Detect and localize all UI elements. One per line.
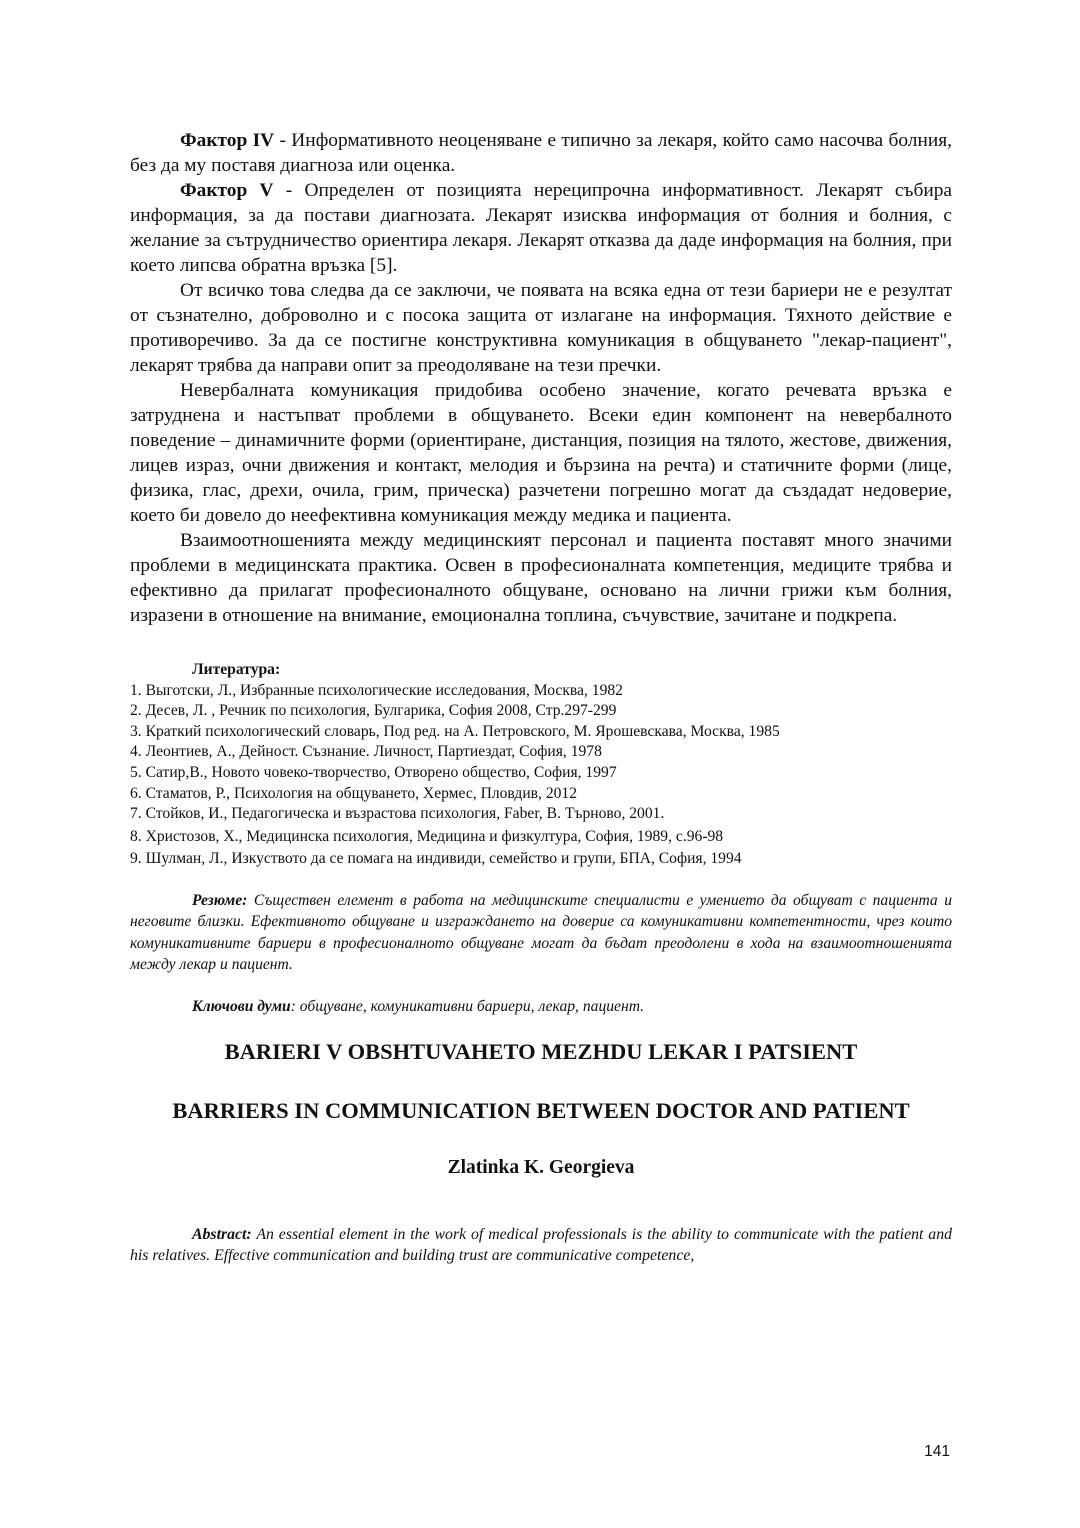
keywords-block <box>130 996 952 1017</box>
paragraph-nonverbal: Невербалната комуникация придобива особено значение, когато речевата връзка е затруднена и настъпват проблеми в общуването. Всеки един компонент на невербалното поведение – динамичните форми (ориентиране, дистанция, позиция на тялото, жестове, движения, лицев израз, очни движения и контакт, мелодия и бързина на речта) и статичните форми (лице, физика, глас, дрехи, очила, грим, прическа) разчетени погрешно могат да създадат недоверие, което би довело до неефективна комуникация между медика и пациента. <box>130 380 952 526</box>
reference-item: 9. Шулман, Л., Изкуството да се помага на индивиди, семейство и групи, БПА, София, 1994 <box>130 850 742 868</box>
abstract-block <box>130 1224 952 1267</box>
abstract-text: An essential element in the work of medical professionals is the ability to communicate with the patient and his relatives. Effective communication and building trust are communicative competence, <box>130 1225 952 1265</box>
title-english: BARRIERS IN COMMUNICATION BETWEEN DOCTOR AND PATIENT <box>172 1097 910 1123</box>
reference-item: 8. Христозов, Х., Медицинска психология, Медицина и физкултура, София, 1989, с.96-98 <box>130 827 724 845</box>
paragraph-conclusion: От всичко това следва да се заключи, че появата на всяка една от тези бариери не е резултат от съзнателно, доброволно и с посока защита от излагане на информация. Тяхното действие е противоречиво. За да се постигне конструктивна комуникация в общуването "лекар-пациент", лекарят трябва да направи опит за преодоляване на тези пречки. <box>130 280 952 376</box>
page-number: 141 <box>924 1443 950 1460</box>
factor-5-text: - Определен от позицията нереципрочна информативност. Лекарят събира информация, за да постави диагнозата. Лекарят изисква информация от болния и болния, с желание за сътрудничество ориентира лекаря. Лекарят отказва да даде информация на болния, при което липсва обратна връзка [5]. <box>130 180 953 276</box>
reference-item: 6. Стаматов, Р., Психология на общуването, Хермес, Пловдив, 2012 <box>130 784 578 802</box>
page-content <box>130 128 952 1267</box>
resume-label: Резюме: <box>192 891 248 909</box>
paragraph-relationships: Взаимоотношенията между медицинският персонал и пациента поставят много значими проблеми в медицинската практика. Освен в професионалната компетенция, медиците трябва и ефективно да прилагат професионалното общуване, основано на лични грижи към болния, изразени в отношение на внимание, емоционална топлина, съчувствие, зачитане и подкрепа. <box>130 530 952 626</box>
reference-item: 1. Выготски, Л., Избранные психологические исследования, Москва, 1982 <box>130 681 623 699</box>
abstract-label: Abstract: <box>192 1225 252 1243</box>
factor-4-label: Фактор IV <box>180 130 275 151</box>
reference-item: 5. Сатир,В., Новото човеко-творчество, Отворено общество, София, 1997 <box>130 763 617 781</box>
title-transliterated: BARIERI V OBSHTUVAHETO MEZHDU LEKAR I PATSIENT <box>224 1038 858 1064</box>
keywords-text: : общуване, комуникативни бариери, лекар, пациент. <box>290 997 645 1015</box>
factor-5-label: Фактор V <box>180 180 274 201</box>
reference-item: 4. Леонтиев, А., Дейност. Съзнание. Личност, Партиездат, София, 1978 <box>130 743 602 761</box>
reference-item: 7. Стойков, И., Педагогическа и възрастова психология, Faber, В. Търново, 2001. <box>130 805 665 823</box>
keywords-label: Ключови думи <box>192 997 291 1015</box>
author-name: Zlatinka K. Georgieva <box>447 1156 635 1178</box>
reference-item: 3. Краткий психологический словарь, Под ред. на А. Петровского, М. Ярошевскава, Москва, 1985 <box>130 722 780 740</box>
references-list <box>130 681 952 870</box>
resume-text: Съществен елемент в работа на медицинските специалисти е умението да общуват с пациента и неговите близки. Ефективното общуване и изграждането на доверие са комуникативни компетентности, чрез които комуникативните бариери в професионалното общуване могат да бъдат преодолени в хода на взаимоотношенията между лекар и пациент. <box>130 891 952 974</box>
paragraph-factor-4 <box>130 128 952 178</box>
resume-block <box>130 890 952 976</box>
references-section <box>130 660 952 870</box>
paragraph-factor-5 <box>130 178 952 278</box>
factor-4-text: - Информативното неоценяване е типично за лекаря, който само насочва болния, без да му поставя диагноза или оценка. <box>130 130 952 176</box>
reference-item: 2. Десев, Л. , Речник по психология, Булгарика, София 2008, Стр.297-299 <box>130 702 617 720</box>
body-text <box>130 128 952 628</box>
references-title: Литература: <box>192 661 281 678</box>
